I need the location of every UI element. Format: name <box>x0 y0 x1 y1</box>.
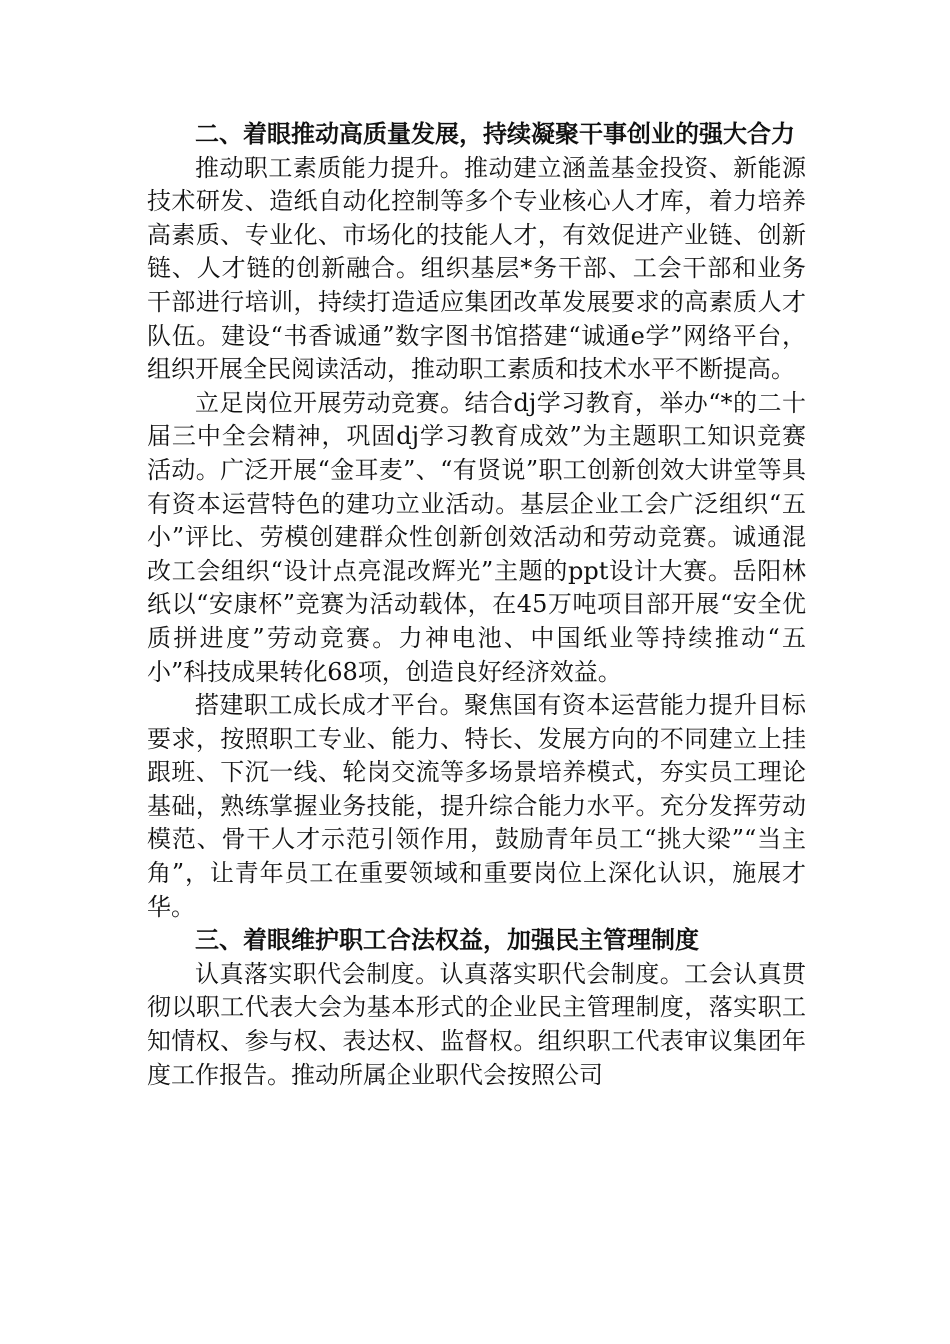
paragraph-growth-platform: 搭建职工成长成才平台。聚焦国有资本运营能力提升目标要求，按照职工专业、能力、特长、发展方向的不同建立上挂跟班、下沉一线、轮岗交流等多场景培养模式，夯实员工理论基础，熟练掌握业务技能，提升综合能力水平。充分发挥劳动模范、骨干人才示范引领作用，鼓励青年员工“挑大梁”“当主角”，让青年员工在重要领域和重要岗位上深化认识，施展才华。 <box>147 691 806 921</box>
section-heading-2: 二、着眼推动高质量发展，持续凝聚干事创业的强大合力 <box>195 120 795 148</box>
paragraph-congress-system: 认真落实职代会制度。认真落实职代会制度。工会认真贯彻以职工代表大会为基本形式的企业民主管理制度，落实职工知情权、参与权、表达权、监督权。组织职工代表审议集团年度工作报告。推动所属企业职代会按照公司 <box>147 959 806 1089</box>
section-heading-3: 三、着眼维护职工合法权益，加强民主管理制度 <box>195 926 699 955</box>
document-page <box>147 118 806 1092</box>
paragraph-staff-quality: 推动职工素质能力提升。推动建立涵盖基金投资、新能源技术研发、造纸自动化控制等多个专业核心人才库，着力培养高素质、专业化、市场化的技能人才，有效促进产业链、创新链、人才链的创新融合。组织基层*务干部、工会干部和业务干部进行培训，持续打造适应集团改革发展要求的高素质人才队伍。建设“书香诚通”数字图书馆搭建“诚通e学”网络平台，组织开展全民阅读活动，推动职工素质和技术水平不断提高。 <box>147 153 806 384</box>
paragraph-labor-competition: 立足岗位开展劳动竞赛。结合dj学习教育，举办“*的二十届三中全会精神，巩固dj学习教育成效”为主题职工知识竞赛活动。广泛开展“金耳麦”、“有贤说”职工创新创效大讲堂等具有资本运营特色的建功立业活动。基层企业工会广泛组织“五小”评比、劳模创建群众性创新创效活动和劳动竞赛。诚通混改工会组织“设计点亮混改辉光”主题的ppt设计大赛。岳阳林纸以“安康杯”竞赛为活动载体，在45万吨项目部开展“安全优质拼进度”劳动竞赛。力神电池、中国纸业等持续推动“五小”科技成果转化68项，创造良好经济效益。 <box>147 388 806 686</box>
